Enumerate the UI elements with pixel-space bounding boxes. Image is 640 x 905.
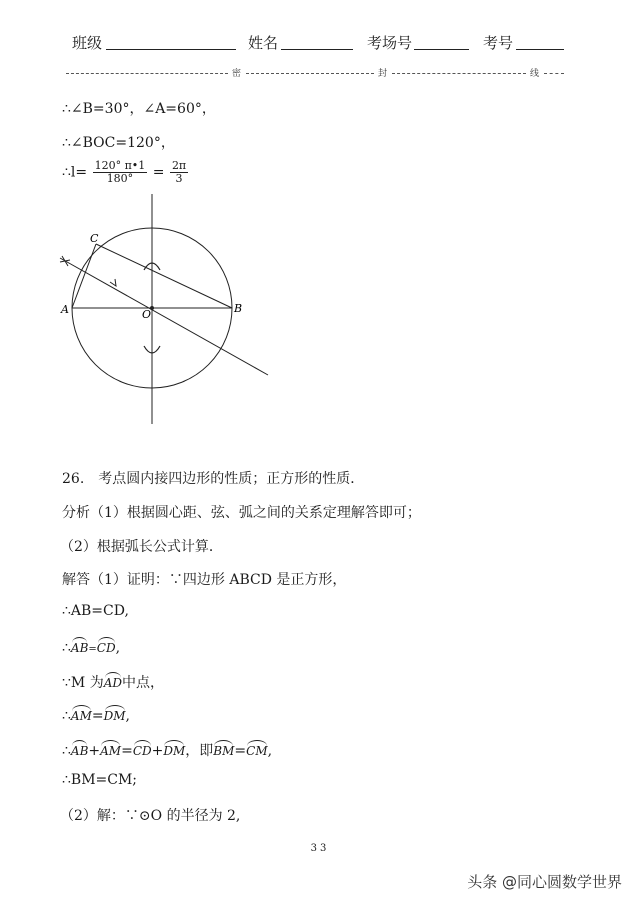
- exam-no-blank[interactable]: [516, 49, 564, 50]
- seal-line: [66, 66, 564, 80]
- chord-cb: [96, 244, 232, 308]
- solution-line: 解答（1）证明：∵四边形 ABCD 是正方形，: [62, 572, 347, 588]
- arc-ab: AB: [71, 638, 88, 655]
- text-line-arc-length: [62, 160, 189, 185]
- fraction-1-numerator: 120° π•1: [94, 159, 146, 172]
- connector-text: ，即: [185, 743, 214, 759]
- question-26-title: 26. 考点圆内接四边形的性质；正方形的性质．: [62, 471, 365, 487]
- fraction-1-denominator: 180°: [106, 172, 134, 185]
- exam-no-label: 考号: [483, 34, 514, 52]
- arc-am: AM: [100, 741, 121, 758]
- arc-length-prefix: ∴l=: [62, 164, 88, 181]
- step-suffix: ,: [125, 708, 130, 724]
- plus-sign: +: [88, 743, 101, 759]
- step-prefix: ∵M 为: [62, 675, 104, 691]
- text-line-boc: ∴∠BOC=120°，: [62, 135, 175, 151]
- equals-sign: =: [152, 164, 165, 181]
- step-prefix: ∴: [62, 640, 71, 656]
- equals-sign: =: [91, 708, 104, 724]
- fraction-2-denominator: 3: [175, 172, 183, 185]
- seal-char-2: 封: [378, 69, 388, 79]
- arc-dm: DM: [104, 706, 126, 723]
- arc-cd: CD: [97, 638, 116, 655]
- exam-room-label: 考场号: [367, 34, 413, 52]
- watermark: 头条 @同心圆数学世界: [467, 873, 622, 891]
- step-suffix: ,: [267, 743, 273, 759]
- plus-sign: +: [151, 743, 164, 759]
- name-label: 姓名: [248, 34, 279, 52]
- step-m-midpoint: [62, 672, 164, 692]
- seal-char-3: 线: [530, 69, 540, 79]
- exam-room-blank[interactable]: [414, 49, 469, 50]
- analysis-line-2: （2）根据弧长公式计算．: [60, 539, 223, 555]
- arc-ad: AD: [104, 673, 122, 690]
- fraction-1: [93, 160, 148, 185]
- construction-arc-mark: [60, 256, 70, 266]
- seal-char-1: 密: [232, 69, 242, 79]
- arc-cm: CM: [246, 741, 267, 758]
- seal-dash: [246, 73, 374, 74]
- fraction-2: [170, 160, 188, 185]
- seal-dash: [544, 73, 564, 74]
- step-arc-ab-eq-cd: [62, 638, 120, 656]
- step-prefix: ∴: [62, 708, 71, 724]
- equals-sign: =: [88, 644, 97, 655]
- circle-diagram: [50, 190, 280, 430]
- construction-arc-mark: [110, 279, 116, 286]
- name-blank[interactable]: [281, 49, 353, 50]
- step-arc-am-eq-dm: [62, 706, 130, 724]
- fraction-2-numerator: 2π: [171, 159, 187, 172]
- seal-dash: [66, 73, 228, 74]
- exam-header: [0, 32, 640, 56]
- analysis-line-1: 分析（1）根据圆心距、弦、弧之间的关系定理解答即可；: [62, 505, 421, 521]
- step-bm-eq-cm: ∴BM=CM;: [62, 772, 138, 788]
- equals-sign: =: [121, 743, 133, 759]
- page-number: 33: [310, 843, 330, 854]
- arc-bm: BM: [213, 741, 234, 758]
- class-blank[interactable]: [106, 49, 236, 50]
- seal-dash: [392, 73, 526, 74]
- step-suffix: ,: [115, 640, 121, 656]
- label-a: A: [61, 303, 69, 316]
- text-line-angles: ∴∠B=30°，∠A=60°，: [62, 101, 216, 117]
- arc-am: AM: [71, 706, 92, 723]
- step-suffix: 中点，: [122, 675, 164, 691]
- arc-dm: DM: [163, 741, 185, 758]
- label-c: C: [90, 232, 99, 245]
- arc-ab: AB: [71, 741, 88, 758]
- step-ab-eq-cd: ∴AB=CD,: [62, 603, 129, 619]
- equals-sign: =: [234, 743, 247, 759]
- part-2-line: （2）解：∵⊙O 的半径为 2,: [60, 808, 241, 824]
- step-arc-sum: [62, 740, 272, 760]
- label-b: B: [234, 302, 243, 315]
- step-prefix: ∴: [62, 743, 71, 759]
- label-o: O: [142, 308, 152, 321]
- class-label: 班级: [72, 34, 103, 52]
- arc-cd: CD: [133, 741, 152, 758]
